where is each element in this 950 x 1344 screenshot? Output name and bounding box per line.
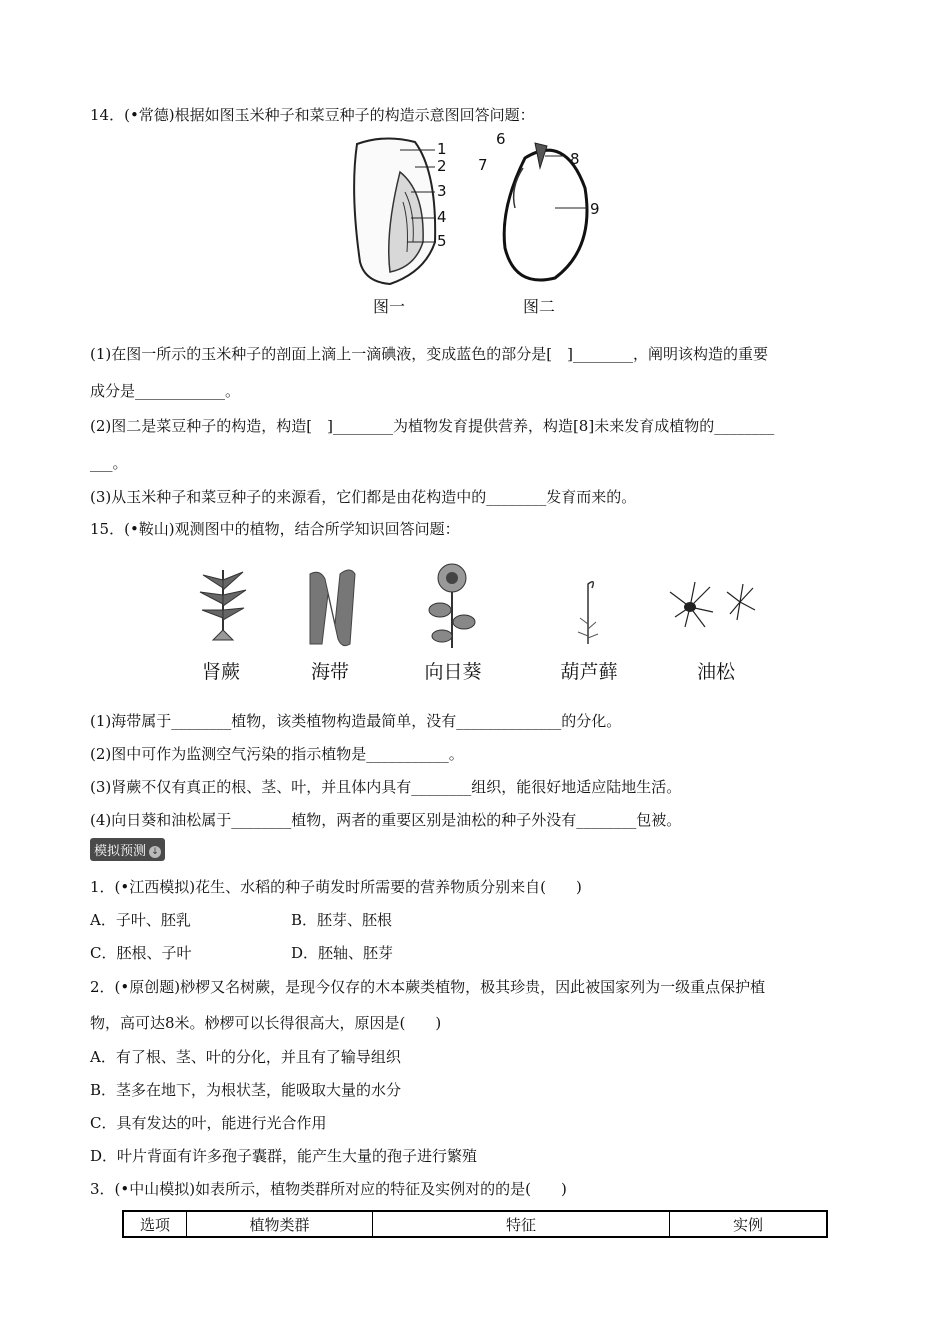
q1-option-a: A．子叶、胚乳 — [90, 911, 191, 929]
q14-stem: 14．(•常德)根据如图玉米种子和菜豆种子的构造示意图回答问题： — [90, 106, 535, 124]
q2-stem-line2: 物，高可达8米。桫椤可以长得很高大，原因是( ) — [90, 1014, 442, 1032]
q15-sub2: (2)图中可作为监测空气污染的指示植物是___________。 — [90, 745, 464, 763]
bean-part-9: 9 — [590, 200, 600, 218]
table-header-example: 实例 — [670, 1211, 828, 1237]
q1-option-d: D．胚轴、胚芽 — [291, 944, 394, 962]
section-badge — [90, 838, 165, 861]
table-header-row — [123, 1211, 827, 1237]
q14-sub2-line2: ___。 — [90, 454, 128, 472]
q1-option-b: B．胚芽、胚根 — [291, 911, 393, 929]
bean-part-8: 8 — [570, 150, 580, 168]
q2-option-a: A．有了根、茎、叶的分化，并且有了输导组织 — [90, 1048, 401, 1066]
bean-seed-figure — [495, 128, 605, 288]
fig2-label: 图二 — [523, 297, 556, 316]
q1-option-c: C．胚根、子叶 — [90, 944, 192, 962]
kelp-illustration — [300, 564, 360, 649]
q15-sub1: (1)海带属于________植物，该类植物构造最简单，没有______________的分化。 — [90, 712, 622, 730]
section-badge-label: 模拟预测 — [94, 844, 147, 859]
q14-sub3: (3)从玉米种子和菜豆种子的来源看，它们都是由花构造中的________发育而来的。 — [90, 488, 637, 506]
q15-sub4: (4)向日葵和油松属于________植物，两者的重要区别是油松的种子外没有________包被。 — [90, 811, 682, 829]
plant-label-fern: 肾蕨 — [201, 661, 240, 683]
bean-part-7: 7 — [478, 156, 488, 174]
plant-label-kelp: 海带 — [310, 661, 349, 683]
plant-label-moss: 葫芦藓 — [560, 661, 618, 683]
plant-label-pine: 油松 — [696, 661, 735, 683]
bean-part-6: 6 — [496, 130, 506, 148]
corn-part-4: 4 — [437, 208, 447, 226]
plant-label-sunflower: 向日葵 — [424, 661, 482, 683]
table-header-group: 植物类群 — [187, 1211, 373, 1237]
q14-sub1-line2: 成分是____________。 — [90, 382, 241, 400]
sunflower-illustration — [422, 560, 482, 650]
q1-stem: 1．(•江西模拟)花生、水稻的种子萌发时所需要的营养物质分别来自( ) — [90, 878, 582, 896]
q15-stem: 15．(•鞍山)观测图中的植物，结合所学知识回答问题： — [90, 520, 460, 538]
q2-option-b: B．茎多在地下，为根状茎，能吸取大量的水分 — [90, 1081, 402, 1099]
table-header-option: 选项 — [123, 1211, 187, 1237]
corn-part-1: 1 — [437, 140, 447, 158]
q14-sub2-line1: (2)图二是菜豆种子的构造，构造[ ]________为植物发育提供营养，构造[8]未来发育成植物的________ — [90, 417, 775, 435]
q3-table — [122, 1210, 828, 1238]
corn-part-3: 3 — [437, 182, 447, 200]
table-header-feature: 特征 — [373, 1211, 670, 1237]
q2-stem-line1: 2．(•原创题)桫椤又名树蕨，是现今仅存的木本蕨类植物，极其珍贵，因此被国家列为一级重点保护植 — [90, 978, 766, 996]
q2-option-d: D．叶片背面有许多孢子囊群，能产生大量的孢子进行繁殖 — [90, 1147, 478, 1165]
q15-sub3: (3)肾蕨不仅有真正的根、茎、叶，并且体内具有________组织，能很好地适应陆地生活。 — [90, 778, 682, 796]
q3-stem: 3．(•中山模拟)如表所示，植物类群所对应的特征及实例对的的是( ) — [90, 1180, 567, 1198]
corn-part-2: 2 — [437, 157, 447, 175]
pine-illustration — [665, 572, 760, 632]
down-arrow-icon: ↓ — [149, 846, 161, 858]
q14-sub1-line1: (1)在图一所示的玉米种子的剖面上滴上一滴碘液，变成蓝色的部分是[ ]________，阐明该构造的重要 — [90, 345, 768, 363]
q2-option-c: C．具有发达的叶，能进行光合作用 — [90, 1114, 327, 1132]
corn-part-5: 5 — [437, 232, 447, 250]
fern-illustration — [188, 560, 258, 645]
bean-seed-outline — [504, 150, 587, 280]
moss-illustration — [568, 574, 608, 649]
fig1-label: 图一 — [373, 297, 406, 316]
